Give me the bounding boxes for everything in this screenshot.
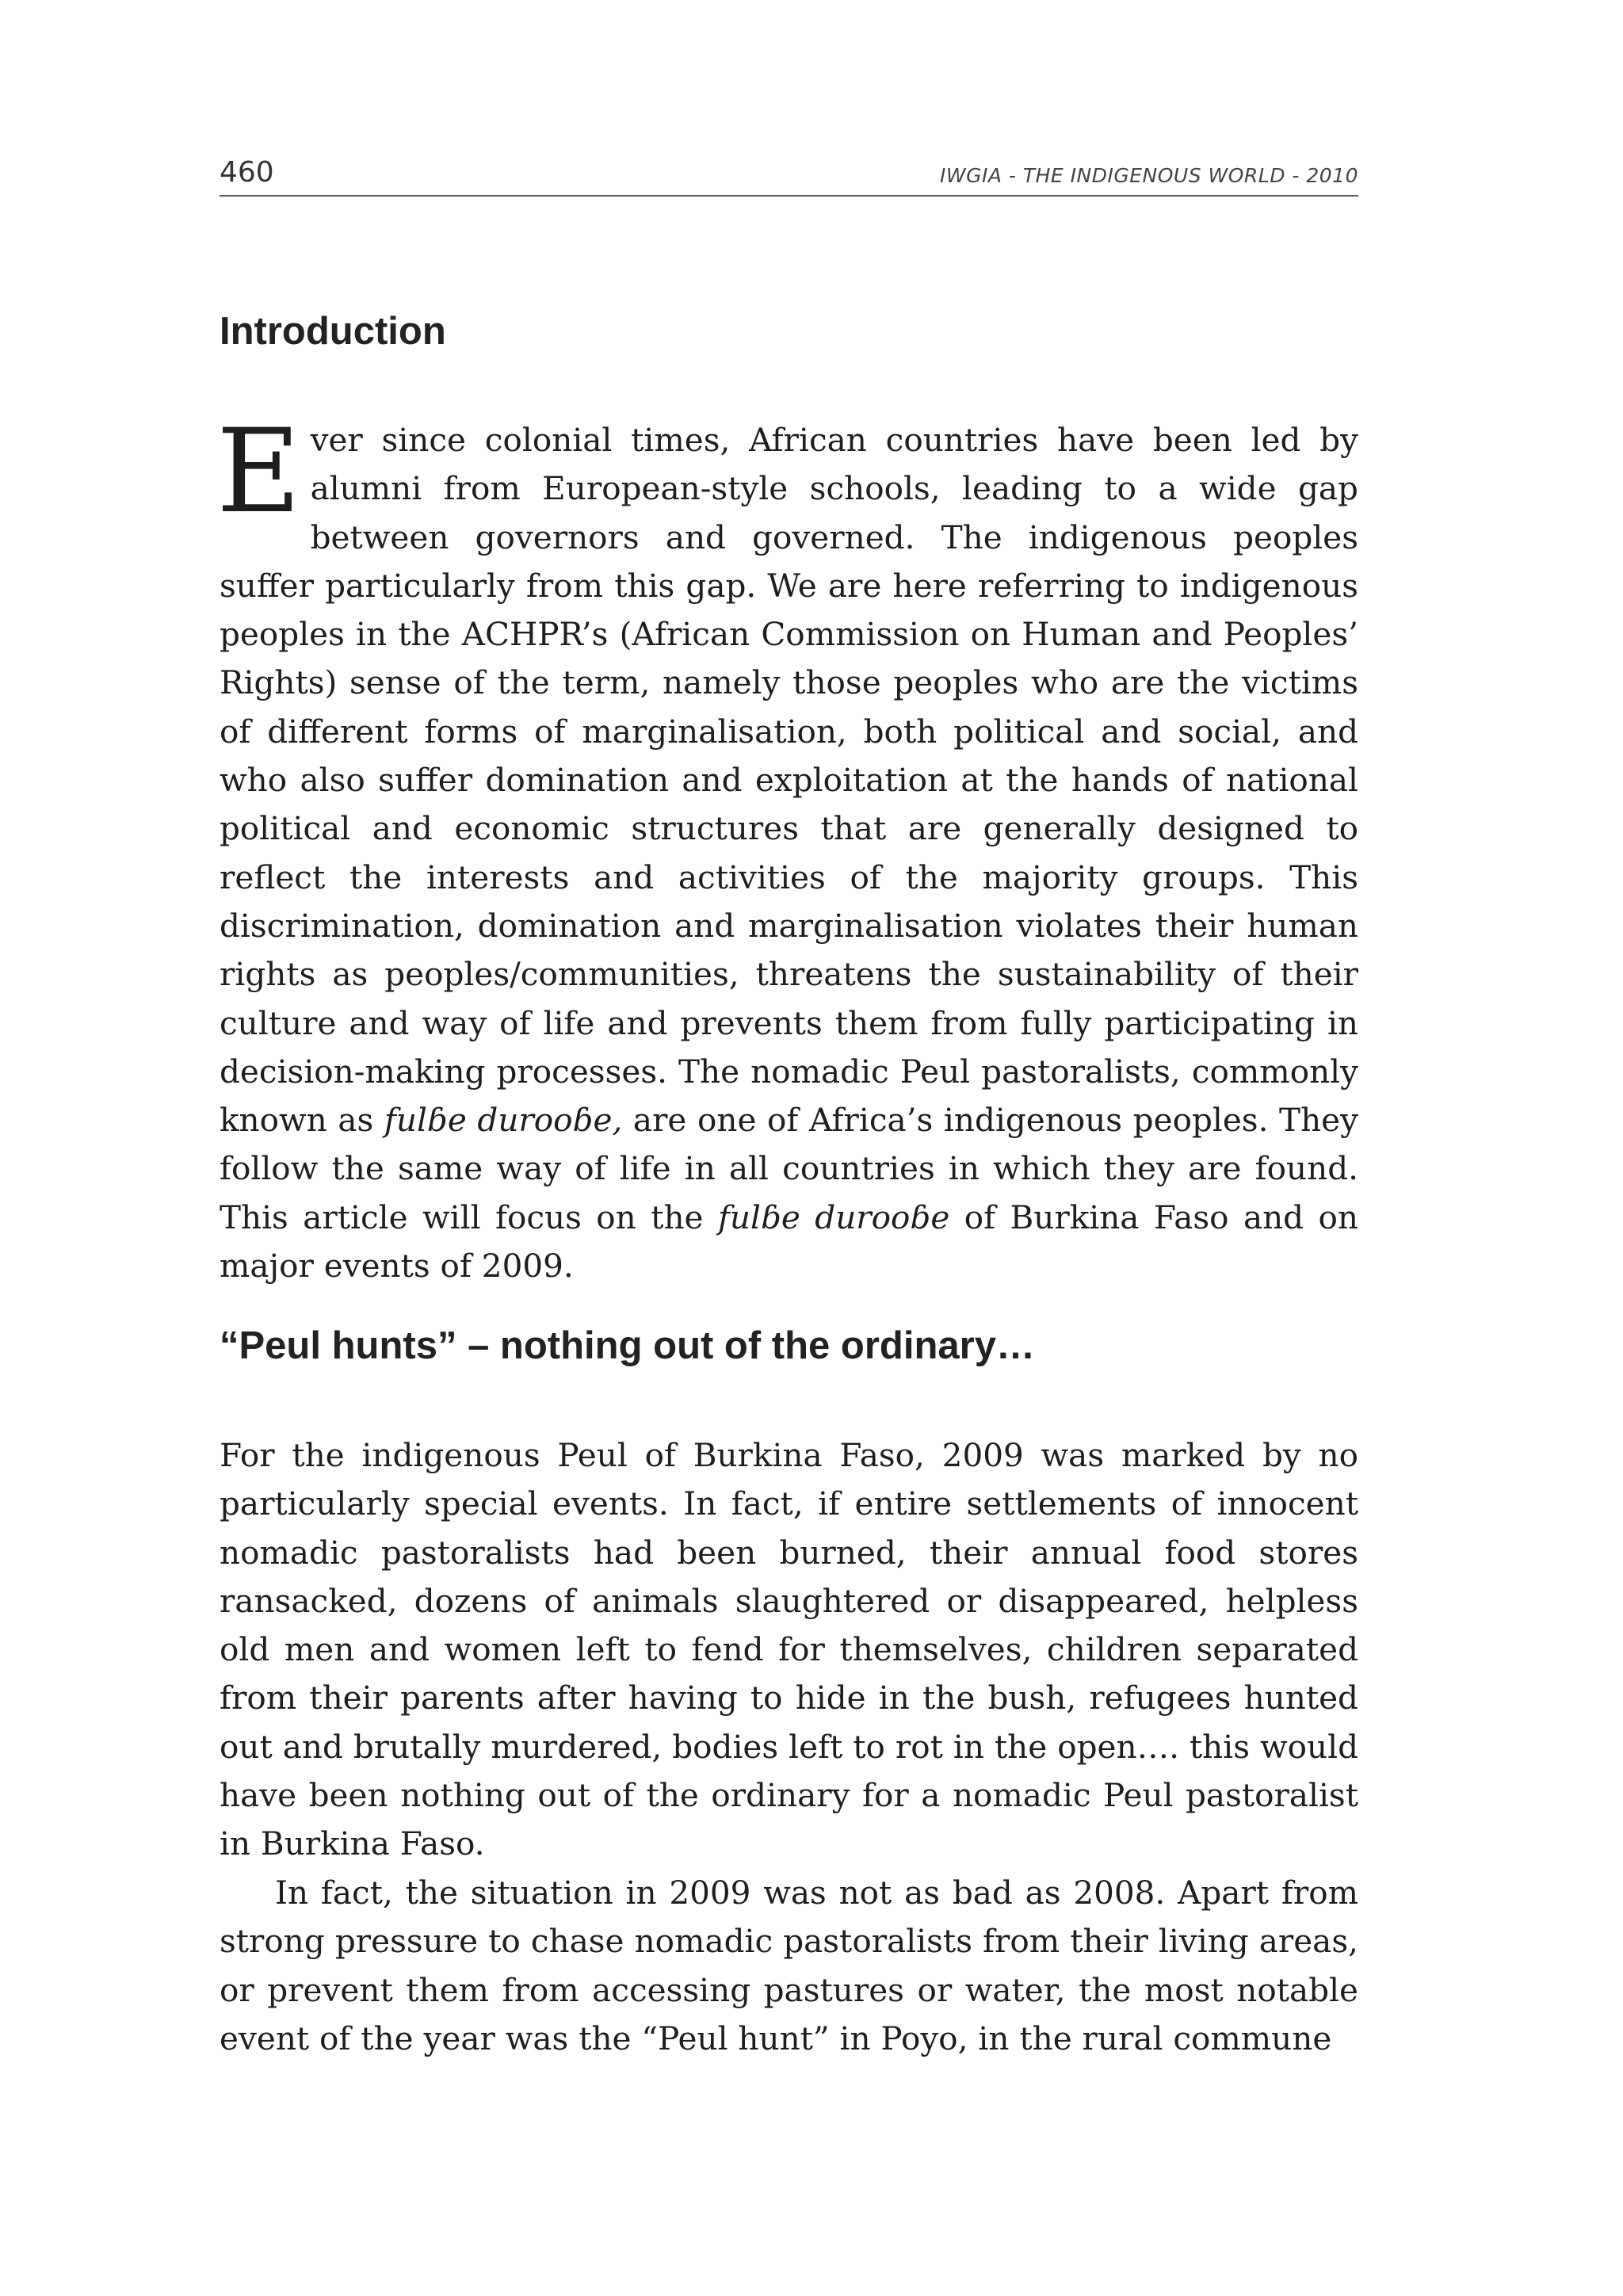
running-header	[220, 147, 1358, 197]
paragraph-peul-hunts-2: In fact, the situation in 2009 was not as bad as 2008. Apart from strong pressure to chase nomadic pastoralists from their living areas, or prevent them from accessing pastures or water, the most notable event of the year was the “Peul hunt” in Poyo, in the rural commune	[220, 1874, 1358, 2057]
paragraph-text: ver since colonial times, African countries have been led by alumni from European-style schools, leading to a wide gap between governors and governed. The indigenous peoples suffer particularly from this gap. We are here referring to indigenous peoples in the ACHPR’s (African Commission on Human and Peoples’ Rights) sense of the term, namely those peoples who are the victims of different forms of marginalisation, both political and social, and who also suffer domination and exploitation at the hands of national political and economic structures that are generally designed to reflect the interests and activities of the majority groups. This discrimination, domination and marginalisation violates their human rights as peoples/communities, threatens the sustainability of their culture and way of life and prevents them from fully participating in decision-making processes. The nomadic Peul pastoralists, commonly known as	[220, 421, 1358, 1140]
italic-term: fulɓe durooɓe	[717, 1198, 950, 1236]
paragraph-peul-hunts-1: For the indigenous Peul of Burkina Faso, 2009 was marked by no particularly special events. In fact, if entire settlements of innocent nomadic pastoralists had been burned, their annual food stores ransacked, dozens of animals slaughtered or disappeared, helpless old men and women left to fend for themselves, children separated from their parents after having to hide in the bush, refugees hunted out and brutally murdered, bodies left to rot in the open…. this would have been nothing out of the ordinary for a nomadic Peul pastoralist in Burkina Faso.	[220, 1436, 1358, 1863]
drop-cap: E	[216, 404, 301, 539]
page-number: 460	[220, 156, 274, 189]
running-title: IWGIA - THE INDIGENOUS WORLD - 2010	[939, 164, 1358, 187]
italic-term: fulɓe durooɓe,	[384, 1101, 623, 1140]
section-heading-introduction: Introduction	[220, 310, 446, 353]
paragraph-text: are one of Africa’s indigenous peoples. They follow the same way of life in all countries in which they are found. This article will focus on the	[220, 1101, 1359, 1236]
section-heading-peul-hunts: “Peul hunts” – nothing out of the ordinary…	[220, 1324, 1035, 1367]
paragraph-text: of Burkina Faso and on major events of 2009.	[220, 1198, 1358, 1286]
paragraph-introduction	[216, 404, 1359, 1290]
